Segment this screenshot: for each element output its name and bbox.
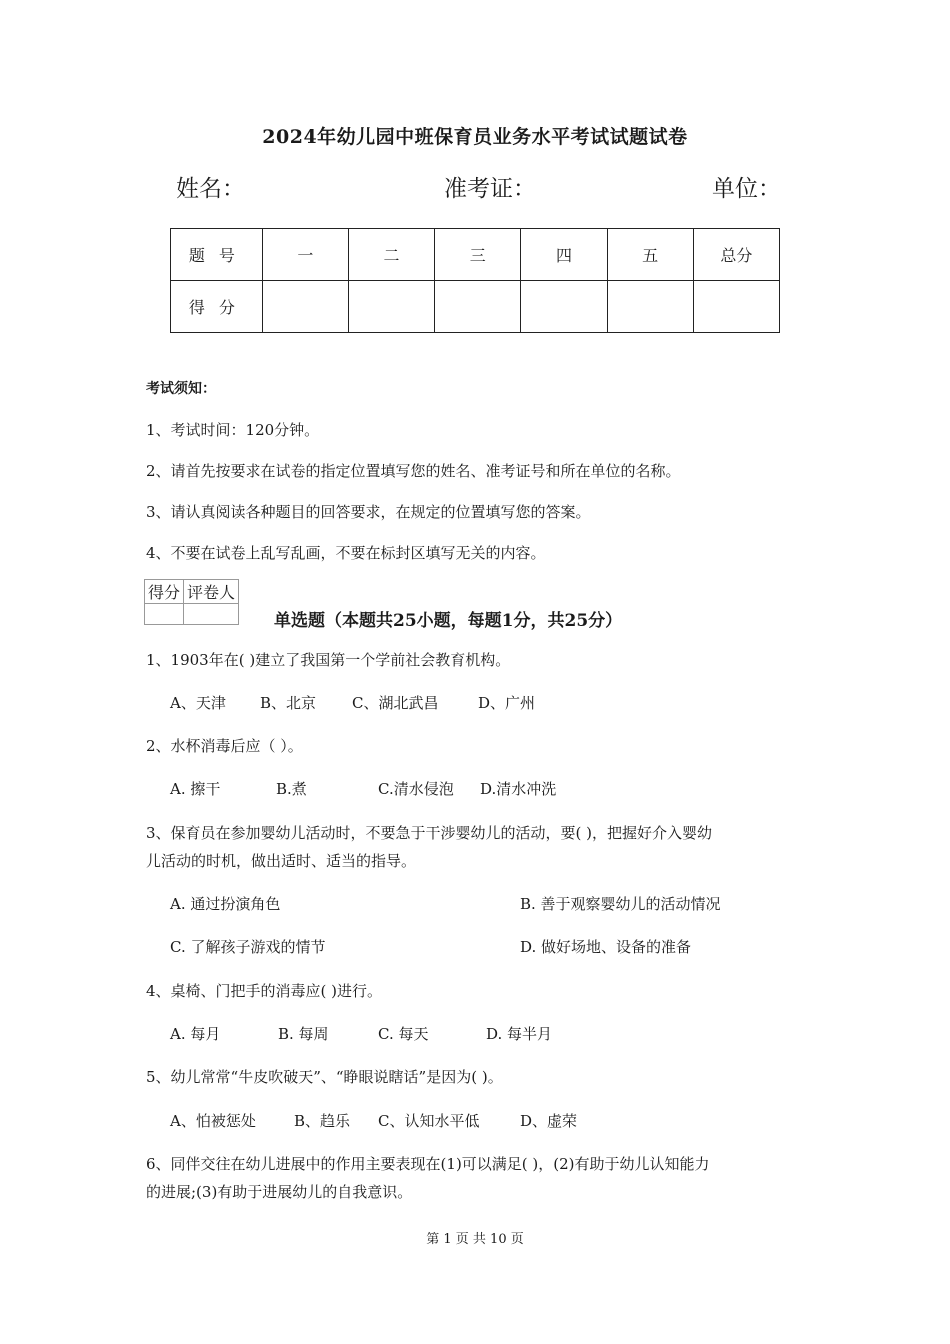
score-col-total: 总分 <box>693 229 779 281</box>
question-3-option-a: A. 通过扮演角色 <box>170 895 281 913</box>
question-2-option-b: B.煮 <box>276 780 307 798</box>
score-col-1: 一 <box>262 229 348 281</box>
section-title: 单选题（本题共25小题，每题1分，共25分） <box>274 611 623 631</box>
name-label: 姓名： <box>176 176 245 202</box>
notice-item: 3、请认真阅读各种题目的回答要求，在规定的位置填写您的答案。 <box>146 503 591 521</box>
score-cell-3 <box>435 281 521 333</box>
question-3-option-b: B. 善于观察婴幼儿的活动情况 <box>520 895 721 913</box>
question-4-option-d: D. 每半月 <box>486 1025 553 1043</box>
notice-heading: 考试须知： <box>146 381 216 397</box>
unit-label: 单位： <box>712 176 781 202</box>
notice-item: 2、请首先按要求在试卷的指定位置填写您的姓名、准考证号和所在单位的名称。 <box>146 462 681 480</box>
question-2-stem: 2、水杯消毒后应（ ）。 <box>146 737 303 755</box>
question-4-stem: 4、桌椅、门把手的消毒应( )进行。 <box>146 982 383 1000</box>
grader-name-label: 评卷人 <box>184 580 239 604</box>
page-footer: 第 1 页 共 10 页 <box>426 1232 524 1247</box>
grader-score-cell <box>145 604 184 625</box>
question-5-option-d: D、虚荣 <box>520 1112 578 1130</box>
question-4-option-b: B. 每周 <box>278 1025 329 1043</box>
score-label: 得分 <box>171 281 263 333</box>
notice-item: 4、不要在试卷上乱写乱画，不要在标封区填写无关的内容。 <box>146 544 546 562</box>
question-5-option-a: A、怕被惩处 <box>170 1112 256 1130</box>
score-cell-2 <box>348 281 434 333</box>
question-5-option-c: C、认知水平低 <box>378 1112 480 1130</box>
question-6-stem-line-2: 的进展;(3)有助于进展幼儿的自我意识。 <box>146 1183 413 1201</box>
grader-name-cell <box>184 604 239 625</box>
score-cell-5 <box>607 281 693 333</box>
score-col-2: 二 <box>348 229 434 281</box>
question-number-label: 题号 <box>171 229 263 281</box>
question-2-option-c: C.清水侵泡 <box>378 780 454 798</box>
exam-id-label: 准考证： <box>444 176 536 202</box>
grader-score-label: 得分 <box>145 580 184 604</box>
question-5-stem: 5、幼儿常常“牛皮吹破天”、“睁眼说瞎话”是因为( )。 <box>146 1068 503 1086</box>
score-cell-1 <box>262 281 348 333</box>
question-1-stem: 1、1903年在( )建立了我国第一个学前社会教育机构。 <box>146 651 511 669</box>
page-title: 2024年幼儿园中班保育员业务水平考试试题试卷 <box>262 126 688 148</box>
question-2-option-a: A. 擦干 <box>170 780 221 798</box>
score-cell-4 <box>521 281 607 333</box>
score-table-score-row <box>171 281 780 333</box>
question-5-option-b: B、趋乐 <box>294 1112 351 1130</box>
notice-item: 1、考试时间：120分钟。 <box>146 421 320 439</box>
score-table-header-row <box>171 229 780 281</box>
question-3-option-c: C. 了解孩子游戏的情节 <box>170 938 326 956</box>
question-1-option-a: A、天津 <box>170 694 226 712</box>
question-2-option-d: D.清水冲洗 <box>480 780 557 798</box>
question-3-stem-line-1: 3、保育员在参加婴幼儿活动时，不要急于干涉婴幼儿的活动，要( )，把握好介入婴幼 <box>146 824 713 842</box>
score-col-3: 三 <box>435 229 521 281</box>
question-4-option-c: C. 每天 <box>378 1025 429 1043</box>
score-col-5: 五 <box>607 229 693 281</box>
question-3-stem-line-2: 儿活动的时机，做出适时、适当的指导。 <box>146 852 417 870</box>
score-cell-total <box>693 281 779 333</box>
score-table <box>170 228 780 333</box>
question-3-option-d: D. 做好场地、设备的准备 <box>520 938 692 956</box>
question-1-option-c: C、湖北武昌 <box>352 694 439 712</box>
question-6-stem-line-1: 6、同伴交往在幼儿进展中的作用主要表现在(1)可以满足( )，(2)有助于幼儿认知能力 <box>146 1155 710 1173</box>
grader-box <box>144 579 239 625</box>
question-1-option-d: D、广州 <box>478 694 536 712</box>
question-1-option-b: B、北京 <box>260 694 317 712</box>
question-4-option-a: A. 每月 <box>170 1025 221 1043</box>
score-col-4: 四 <box>521 229 607 281</box>
